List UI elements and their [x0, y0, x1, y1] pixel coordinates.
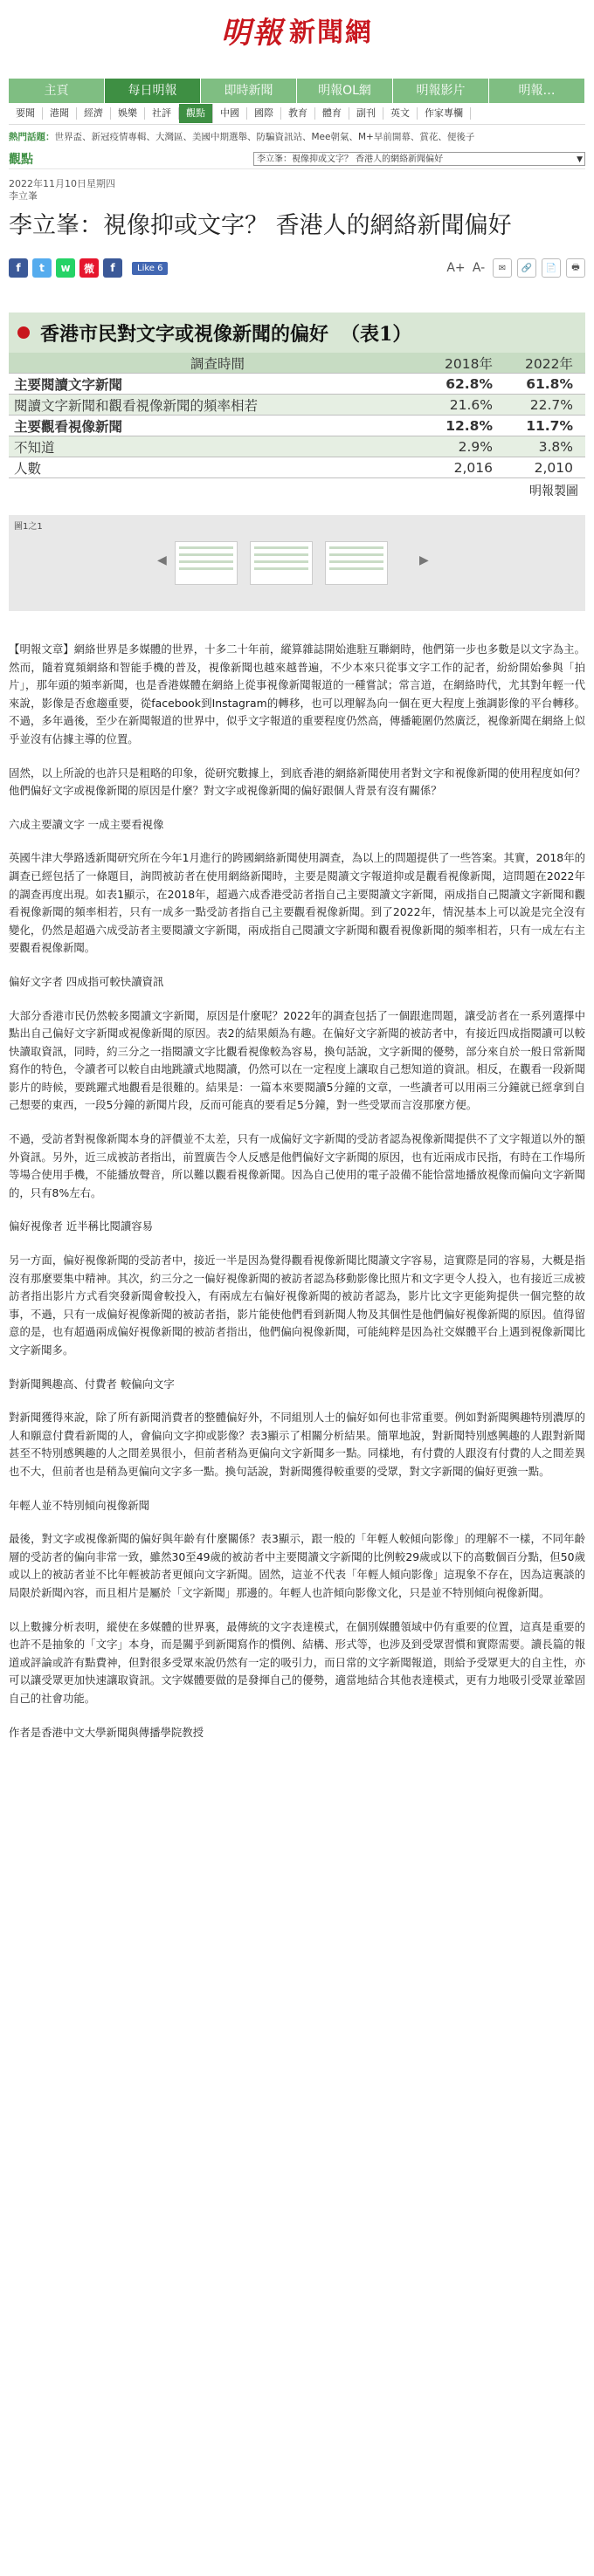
main-nav-more[interactable]: 明報… [489, 79, 585, 103]
main-nav [9, 79, 585, 103]
sub-nav-item-active[interactable]: 觀點 [179, 104, 213, 123]
font-smaller-icon[interactable]: A- [472, 261, 486, 275]
hot-topics-links[interactable]: 世界盃、新冠疫情專輯、大灣區、美國中期選舉、防騙資訊站、Mee朝氣、M+早前開幕、賞花、便後子 [54, 132, 475, 142]
gallery-thumbs [175, 541, 388, 585]
table-row [9, 416, 585, 436]
article-select-value: 李立峯：視像抑或文字？ 香港人的網絡新聞偏好 [257, 155, 444, 164]
table-row-label: 人數 [9, 457, 426, 478]
link-icon[interactable]: 🔗 [517, 258, 536, 278]
survey-table-figure [9, 313, 585, 499]
bullet-icon [17, 326, 30, 339]
site-logo[interactable] [0, 0, 594, 59]
article-subheading: 偏好視像者 近半稱比閱讀容易 [9, 1219, 154, 1233]
hot-topics-label: 熱門話題： [9, 132, 55, 142]
table-cell-v2022: 3.8% [498, 436, 585, 457]
like-button[interactable]: Like 6 [132, 262, 168, 275]
sub-nav-item[interactable]: 教育 [281, 107, 315, 120]
article-subheading: 偏好文字者 四成指可較快讀資訊 [9, 974, 164, 988]
sub-nav-item[interactable]: 社評 [145, 107, 179, 120]
main-nav-ol[interactable]: 明報OL網 [297, 79, 393, 103]
arrow-right-icon[interactable]: ▶ [419, 553, 429, 567]
photo-gallery[interactable] [9, 515, 585, 611]
sub-nav-item[interactable]: 體育 [315, 107, 349, 120]
main-nav-instant[interactable]: 即時新聞 [201, 79, 297, 103]
table-header-cell: 2018年 [426, 353, 498, 374]
facebook-icon[interactable]: f [9, 258, 28, 278]
table-row [9, 374, 585, 395]
article-subheading: 年輕人並不特別傾向視像新聞 [9, 1498, 150, 1512]
article-paragraph: 【明報文章】網絡世界是多媒體的世界，十多二十年前，縱算雜誌開始進駐互聯網時，他們第一步也多數是以文字為主。然而，隨着寬頻網絡和智能手機的普及，視像新聞也越來越普遍，不少本來只從事文字工作的記者，紛紛開始參與「拍片」，那年頭的頻率新聞，也是香港媒體在網絡上從事視像新聞報道的一種嘗試；常言道，在網絡時代，尤其對年輕一代來說，影像是否愈趨重要，從facebook到Instagram的轉移，也可以理解為向一個在更大程度上強調影像的平台轉移。不過，多年過後，至少在新聞報道的世界中，似乎文字報道的重要程度仍然高，傳播範圍仍然廣泛，視像新聞在網絡上似乎並沒有佔據主導的位置。 [9, 642, 585, 745]
article-select[interactable] [253, 152, 585, 166]
sub-nav-item[interactable]: 港聞 [43, 107, 77, 120]
logo-brand: 明報 [221, 15, 284, 51]
table-header-row [9, 353, 585, 374]
sub-nav-item[interactable]: 娛樂 [111, 107, 145, 120]
chevron-down-icon: ▼ [577, 155, 583, 164]
table-cell-v2018: 12.8% [426, 416, 498, 436]
sub-nav [9, 103, 585, 125]
email-icon[interactable]: ✉ [493, 258, 512, 278]
article-paragraph: 最後，對文字或視像新聞的偏好與年齡有什麼關係？表3顯示，跟一般的「年輕人較傾向影像」的理解不一樣，不同年齡層的受訪者的偏向非常一致，雖然30至49歲的被訪者中主要閱讀文字新聞的比例較29歲或以下的高數個百分點，但50歲或以上的被訪者並不比年輕被訪者更傾向文字新聞。固然，這並不代表「年輕人傾向影像」這現象不存在，因為這裏談的局限於新聞內容，而且相片是屬於「文字新聞」那邊的。年輕人也許傾向影像文化，只是並不特別傾向視像新聞。 [9, 1532, 585, 1599]
article-author: 李立峯 [9, 190, 38, 202]
article-paragraph: 固然，以上所說的也許只是粗略的印象，從研究數據上，到底香港的網絡新聞使用者對文字和視像新聞的使用程度如何？他們偏好文字或視像新聞的原因是什麼？對文字或視像新聞的偏好跟個人背景有沒有關係？ [9, 766, 585, 798]
share-icons [9, 258, 168, 278]
breadcrumb[interactable]: 觀點 [9, 153, 33, 167]
table-cell-v2018: 21.6% [426, 395, 498, 416]
main-nav-home[interactable]: 主頁 [9, 79, 105, 103]
sub-nav-item[interactable]: 中國 [213, 107, 247, 120]
main-nav-video[interactable]: 明報影片 [393, 79, 489, 103]
gallery-thumb[interactable] [175, 541, 238, 585]
survey-table [9, 353, 585, 478]
table-number: （表1） [341, 322, 412, 346]
table-row [9, 436, 585, 457]
table-cell-v2022: 22.7% [498, 395, 585, 416]
article-subheading: 六成主要讀文字 一成主要看視像 [9, 817, 164, 831]
table-title: 香港市民對文字或視像新聞的偏好 [40, 322, 329, 346]
table-cell-v2018: 62.8% [426, 374, 498, 395]
article-paragraph: 不過，受訪者對視像新聞本身的評價並不太差，只有一成偏好文字新聞的受訪者認為視像新聞提供不了文字報道以外的額外資訊。另外，近三成被訪者指出，前置廣告令人反感是他們偏好文字新聞的原因，也有近兩成市民指，有時在工作場所等場合使用手機，不能播放聲音，所以難以觀看視像新聞。因為自己使用的電子設備不能恰當地播放視像而偏向文字新聞的，只有8%左右。 [9, 1132, 585, 1199]
table-cell-v2022: 61.8% [498, 374, 585, 395]
article-paragraph: 作者是香港中文大學新聞與傳播學院教授 [9, 1725, 204, 1739]
table-row [9, 395, 585, 416]
share-bar [9, 258, 585, 278]
article-tools [447, 258, 585, 278]
table-credit: 明報製圖 [529, 484, 578, 498]
table-header-cell: 2022年 [498, 353, 585, 374]
article-paragraph: 以上數據分析表明，縱使在多媒體的世界裏，最傳統的文字表達模式，在個別媒體領域中仍有重要的位置，這真是重要的也許不是抽象的「文字」本身，而是關乎到新聞寫作的慣例、結構、形式等，也涉及到受眾習慣和實際需要。讀長篇的報道或評論或許有點費神，但對很多受眾來說仍然有一定的吸引力，而日常的文字新聞報道，則給予受眾更大的自主性，亦可以讓受眾更加快速讓取資訊。文字媒體要做的是發揮自己的優勢，適當地結合其他表達模式，更有力地吸引受眾並鞏固自己的社會功能。 [9, 1619, 585, 1705]
article-subheading: 對新聞興趣高、付費者 較偏向文字 [9, 1377, 175, 1391]
article-meta [9, 178, 585, 203]
arrow-left-icon[interactable]: ◀ [157, 553, 167, 567]
article-date: 2022年11月10日星期四 [9, 178, 115, 189]
logo-site: 新聞網 [289, 17, 373, 48]
sub-nav-item[interactable]: 經濟 [77, 107, 111, 120]
sub-nav-item[interactable]: 國際 [247, 107, 281, 120]
sub-nav-item[interactable]: 要聞 [9, 107, 43, 120]
weibo-icon[interactable]: 微 [79, 258, 99, 278]
print-icon[interactable]: 🖶 [566, 258, 585, 278]
gallery-thumb[interactable] [325, 541, 388, 585]
gallery-label: 圖1之1 [14, 522, 43, 532]
table-title-bar [9, 313, 585, 353]
hot-topics [9, 130, 585, 144]
article-paragraph: 大部分香港市民仍然較多閱讀文字新聞，原因是什麼呢？2022年的調查包括了一個跟進問題，讓受訪者在一系列選擇中點出自己偏好文字新聞或視像新聞的原因。表2的結果頗為有趣。在偏好文字新聞的被訪者中，有接近四成指閱讀可以較快讀取資訊，同時，約三分之一指閱讀文字比觀看視像較為容易，換句話說，文字新聞的優勢，部分來自於一般日常新聞寫作的特色，令讀者可以較自由地跳讀式地閱讀，仍然可以在一定程度上讓取自己想知道的資訊。相反，在觀看一段新聞影片的時候，要跳躍式地觀看是很難的。結果是：一篇本來要閱讀5分鐘的文章，一些讀者可以用兩三分鐘就已經拿到自己想要的東西，一段5分鐘的新聞片段，反而可能真的要看足5分鐘，對一些受眾而言沒那麼方便。 [9, 1008, 585, 1112]
table-cell-v2018: 2.9% [426, 436, 498, 457]
article-body [9, 641, 585, 1741]
copy-icon[interactable]: 📄 [542, 258, 561, 278]
table-row [9, 457, 585, 478]
table-cell-v2022: 2,010 [498, 457, 585, 478]
table-row-label: 不知道 [9, 436, 426, 457]
table-row-label: 閱讀文字新聞和觀看視像新聞的頻率相若 [9, 395, 426, 416]
font-larger-icon[interactable]: A+ [446, 261, 466, 275]
fb-share-icon[interactable]: f [103, 258, 122, 278]
sub-nav-item[interactable]: 作家專欄 [418, 107, 471, 120]
article-title: 李立峯：視像抑或文字？ 香港人的網絡新聞偏好 [9, 212, 512, 239]
whatsapp-icon[interactable]: w [56, 258, 75, 278]
main-nav-daily[interactable]: 每日明報 [105, 79, 201, 103]
twitter-icon[interactable]: t [32, 258, 52, 278]
gallery-thumb[interactable] [250, 541, 313, 585]
table-cell-v2018: 2,016 [426, 457, 498, 478]
article-paragraph: 英國牛津大學路透新聞研究所在今年1月進行的跨國網絡新聞使用調查，為以上的問題提供了一些答案。其實，2018年的調查已經包括了一條題目，詢問被訪者在使用網絡新聞時，主要是閱讀文字報道抑或是觀看視像新聞，這問題在2022年的調查再度出現。如表1顯示，在2018年，超過六成香港受訪者指自己主要閱讀文字新聞，兩成指自己閱讀文字新聞和觀看視像新聞的頻率相若，只有一成多一點受訪者指自己主要觀看視像新聞。到了2022年，情況基本上可以說是完全沒有變化，仍然是超過六成受訪者主要閱讀文字新聞，兩成指自己閱讀文字新聞和觀看視像新聞的頻率相若，只有一成左右主要觀看視像新聞。 [9, 851, 585, 955]
article-paragraph: 另一方面，偏好視像新聞的受訪者中，接近一半是因為覺得觀看視像新聞比閱讀文字容易，這實際是同的容易，大概是指沒有那麼要集中精神。其次，約三分之一偏好視像新聞的被訪者認為移動影像比照片和文字更令人投入，也有接近三成被訪者指出影片方式看突發新聞會較投入，有兩成左右偏好視像新聞的被訪者認為，影片比文字更能夠提供一個完整的故事，不過，只有一成偏好視像新聞的被訪者指，影片能使他們看到新聞人物及其個性是他們偏好視像新聞的原因。值得留意的是，也有超過兩成偏好視像新聞的被訪者指出，他們偏向視像新聞，可能純粹是因為社交媒體平台上遇到視像新聞比文字新聞多。 [9, 1254, 585, 1357]
table-header-cell: 調查時間 [9, 353, 426, 374]
sub-nav-item[interactable]: 英文 [383, 107, 418, 120]
article-paragraph: 對新聞獲得來說，除了所有新聞消費者的整體偏好外，不同組別人士的偏好如何也非常重要。例如對新聞興趣特別濃厚的人和願意付費看新聞的人，會偏向文字抑或影像？表3顯示了相關分析結果。簡單地說，對新聞特別感興趣的人跟對新聞甚至不特別感興趣的人之間差異很小，但前者稍為更偏向文字新聞多一點。同樣地，有付費的人跟沒有付費的人之間差異也不大，但前者也是稍為更偏向文字多一點。換句話說，對新聞獲得較重要的受眾，對文字新聞的偏好更強一點。 [9, 1411, 585, 1478]
breadcrumb-row [9, 149, 585, 169]
sub-nav-item[interactable]: 副刊 [349, 107, 383, 120]
table-row-label: 主要觀看視像新聞 [9, 416, 426, 436]
table-row-label: 主要閱讀文字新聞 [9, 374, 426, 395]
table-cell-v2022: 11.7% [498, 416, 585, 436]
